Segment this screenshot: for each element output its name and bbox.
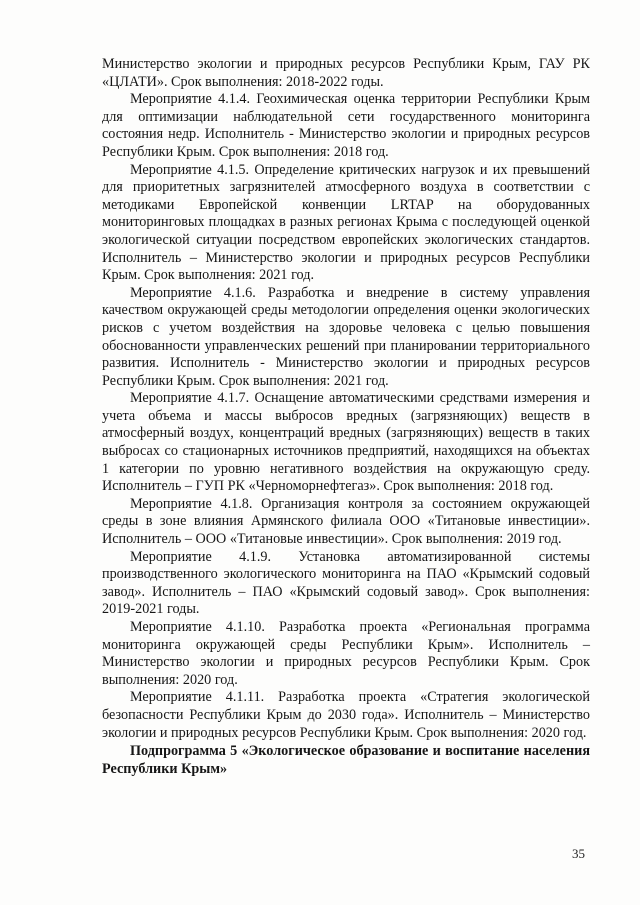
paragraph-measure-4-1-11: Мероприятие 4.1.11. Разработка проекта «Стратегия экологической безопасности Республики Крым до 2030 года». Исполнитель – Министерство экологии и природных ресурсов Республики Крым. Срок выполнения: 2020 год. [102,689,590,741]
paragraph-measure-4-1-6: Мероприятие 4.1.6. Разработка и внедрение в систему управления качеством окружающей среды методологии определения оценки экологических рисков с учетом воздействия на здоровье человека с целью повышения обоснованности управленческих решений при планировании территориального развития. Исполнитель - Министерство экологии и природных ресурсов Республики Крым. Срок выполнения: 2021 год. [102,284,590,389]
subprogram-heading: Подпрограмма 5 «Экологическое образование и воспитание населения Республики Крым» [102,743,590,777]
paragraph-measure-4-1-8: Мероприятие 4.1.8. Организация контроля за состоянием окружающей среды в зоне влияния Армянского филиала ООО «Титановые инвестиции». Исполнитель – ООО «Титановые инвестиции». Срок выполнения: 2019 год. [102,495,590,548]
paragraph-measure-4-1-4: Мероприятие 4.1.4. Геохимическая оценка территории Республики Крым для оптимизации наблюдательной сети государственного мониторинга состояния недр. Исполнитель - Министерство экологии и природных ресурсов Республики Крым. Срок выполнения: 2018 год. [102,91,590,160]
paragraph-measure-4-1-9: Мероприятие 4.1.9. Установка автоматизированной системы производственного экологического мониторинга на ПАО «Крымский содовый завод». Исполнитель – ПАО «Крымский содовый завод». Срок выполнения: 2019-2021 годы. [102,548,590,618]
paragraph-measure-4-1-7: Мероприятие 4.1.7. Оснащение автоматическими средствами измерения и учета объема и массы выбросов вредных (загрязняющих) веществ в атмосферный воздух, концентраций вредных (загрязняющих) веществ в таких выбросах со стационарных источников предприятий, находящихся на объектах 1 категории по уровню негативного воздействия на окружающую среду. Исполнитель – ГУП РК «Черноморнефтегаз». Срок выполнения: 2018 год. [102,390,590,495]
document-body [102,56,590,778]
paragraph-continuation: Министерство экологии и природных ресурсов Республики Крым, ГАУ РК «ЦЛАТИ». Срок выполнения: 2018-2022 годы. [102,56,590,90]
paragraph-measure-4-1-5: Мероприятие 4.1.5. Определение критических нагрузок и их превышений для приоритетных загрязнителей атмосферного воздуха в соответствии с методиками Европейской конвенции LRTAP на оборудованных мониторинговых площадках в разных регионах Крыма с последующей оценкой экологической ситуации посредством европейских экологических стандартов. Исполнитель – Министерство экологии и природных ресурсов Республики Крым. Срок выполнения: 2021 год. [102,161,590,284]
page-number: 35 [572,846,585,861]
paragraph-measure-4-1-10: Мероприятие 4.1.10. Разработка проекта «Региональная программа мониторинга окружающей среды Республики Крым». Исполнитель – Министерство экологии и природных ресурсов Республики Крым. Срок выполнения: 2020 год. [102,619,590,688]
